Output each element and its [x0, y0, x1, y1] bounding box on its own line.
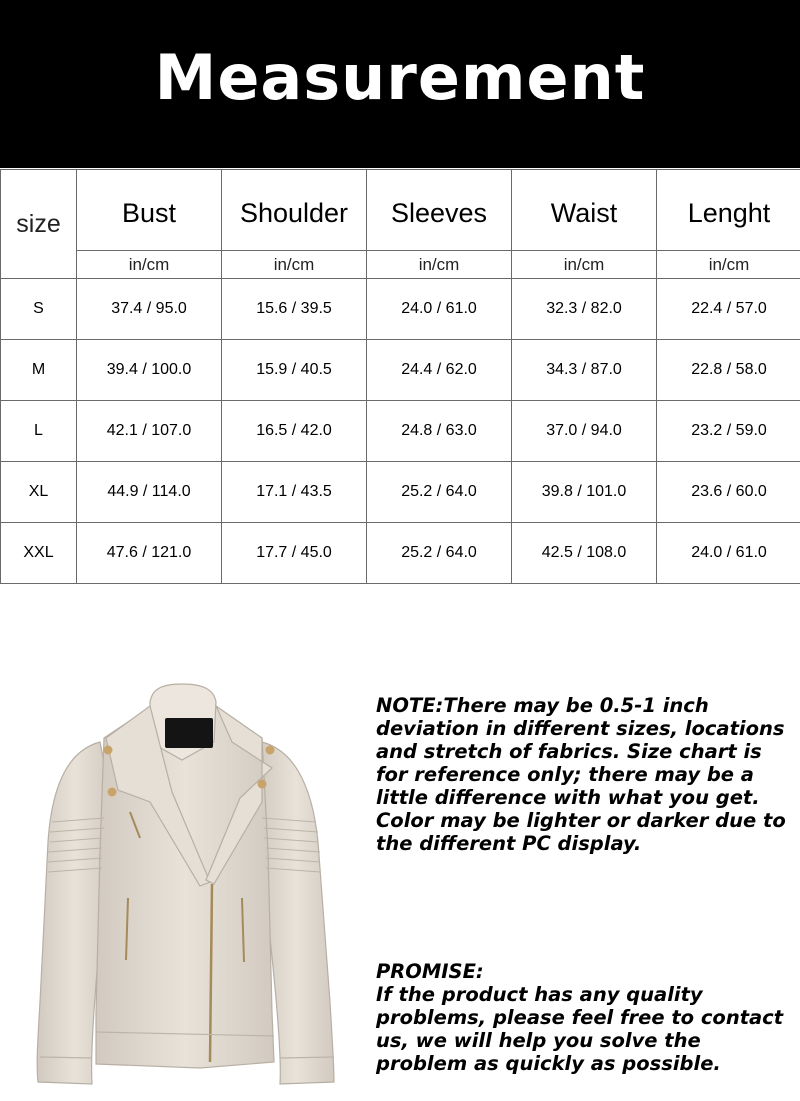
table-cell: 25.2 / 64.0: [367, 523, 512, 584]
unit-label: in/cm: [657, 251, 800, 279]
table-cell: 15.6 / 39.5: [222, 279, 367, 340]
table-cell: 42.5 / 108.0: [512, 523, 657, 584]
table-cell: 37.0 / 94.0: [512, 401, 657, 462]
jacket-icon: [0, 672, 368, 1096]
table-cell: 22.4 / 57.0: [657, 279, 800, 340]
header-banner: [0, 0, 800, 168]
table-cell: 25.2 / 64.0: [367, 462, 512, 523]
note-text: NOTE:There may be 0.5-1 inch deviation in different sizes, locations and stretch of fabrics. Size chart is for reference only; there may be a little difference with what you get. Color may be lighter or darker due to the different PC display.: [376, 694, 786, 855]
unit-label: in/cm: [77, 251, 222, 279]
size-cell: XXL: [1, 523, 77, 584]
table-cell: 47.6 / 121.0: [77, 523, 222, 584]
table-cell: 39.4 / 100.0: [77, 340, 222, 401]
table-cell: 24.4 / 62.0: [367, 340, 512, 401]
unit-label: in/cm: [512, 251, 657, 279]
size-column-header: size: [1, 170, 77, 279]
unit-label: in/cm: [222, 251, 367, 279]
page-title: Measurement: [155, 41, 646, 114]
unit-label: in/cm: [367, 251, 512, 279]
table-cell: 17.7 / 45.0: [222, 523, 367, 584]
size-cell: S: [1, 279, 77, 340]
column-header-bust: Bust: [77, 170, 222, 251]
column-header-shoulder: Shoulder: [222, 170, 367, 251]
table-cell: 39.8 / 101.0: [512, 462, 657, 523]
table-row: [1, 462, 800, 523]
table-cell: 24.8 / 63.0: [367, 401, 512, 462]
table-row: [1, 401, 800, 462]
column-header-length: Lenght: [657, 170, 800, 251]
table-row: [1, 523, 800, 584]
column-header-sleeves: Sleeves: [367, 170, 512, 251]
table-cell: 22.8 / 58.0: [657, 340, 800, 401]
table-cell: 37.4 / 95.0: [77, 279, 222, 340]
table-header-row: [1, 170, 800, 251]
table-cell: 23.2 / 59.0: [657, 401, 800, 462]
table-cell: 17.1 / 43.5: [222, 462, 367, 523]
table-cell: 24.0 / 61.0: [657, 523, 800, 584]
column-header-waist: Waist: [512, 170, 657, 251]
promise-heading: PROMISE:: [376, 960, 786, 983]
size-chart-table: [0, 169, 800, 584]
table-cell: 16.5 / 42.0: [222, 401, 367, 462]
table-cell: 44.9 / 114.0: [77, 462, 222, 523]
size-cell: L: [1, 401, 77, 462]
promise-block: [376, 960, 786, 1075]
size-cell: M: [1, 340, 77, 401]
table-cell: 15.9 / 40.5: [222, 340, 367, 401]
table-cell: 34.3 / 87.0: [512, 340, 657, 401]
table-row: [1, 340, 800, 401]
product-image: [0, 672, 368, 1096]
table-row: [1, 279, 800, 340]
table-cell: 32.3 / 82.0: [512, 279, 657, 340]
table-unit-row: [1, 251, 800, 279]
table-cell: 42.1 / 107.0: [77, 401, 222, 462]
table-cell: 24.0 / 61.0: [367, 279, 512, 340]
size-cell: XL: [1, 462, 77, 523]
promise-text: If the product has any quality problems, please feel free to contact us, we will help you solve the problem as quickly as possible.: [376, 983, 783, 1075]
table-cell: 23.6 / 60.0: [657, 462, 800, 523]
